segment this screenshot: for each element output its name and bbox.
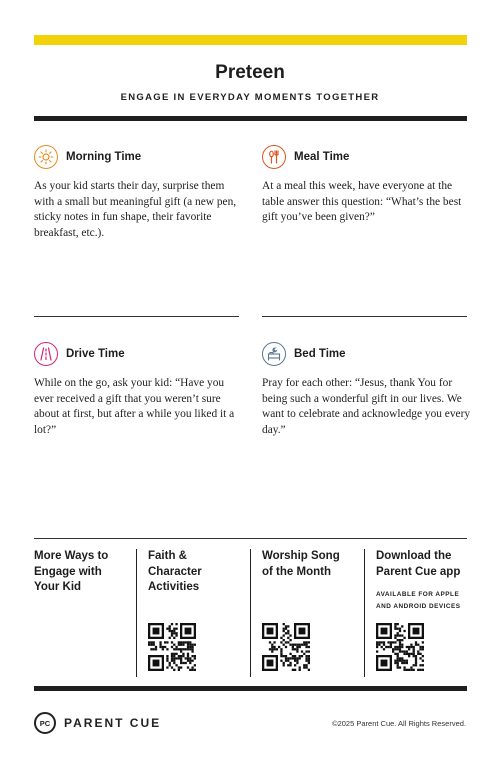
utensils-icon (262, 145, 286, 169)
bed-icon (262, 342, 286, 366)
footer-top-rule (34, 538, 467, 539)
page-subtitle: ENGAGE IN EVERYDAY MOMENTS TOGETHER (120, 92, 380, 103)
qr-code-app-download[interactable] (376, 623, 424, 671)
parent-cue-logo-icon: PC (34, 712, 56, 734)
moment-drive-time (34, 341, 244, 438)
section-divider (262, 316, 467, 317)
qr-code-faith-activities[interactable] (148, 623, 196, 671)
moment-bed-time (262, 341, 472, 438)
faith-character-column: Faith & Character Activities (148, 550, 202, 593)
worship-song-column: Worship Song of the Month (262, 550, 340, 578)
brand-name: PARENT CUE (64, 716, 162, 730)
moment-text: At a meal this week, have everyone at the table answer this question: “What’s the best gift you’ve been given?” (262, 180, 462, 223)
moment-text: Pray for each other: “Jesus, thank You for being such a wonderful gift in our lives. We want to celebrate and acknowledge you every day.” (262, 377, 471, 436)
moment-label: Meal Time (294, 151, 350, 163)
moment-label: Bed Time (294, 348, 346, 360)
moment-label: Drive Time (66, 348, 125, 360)
header-divider (34, 116, 467, 121)
moment-text: While on the go, ask your kid: “Have you ever received a gift that you weren’t sure about at first, but after a while you liked it a lot?” (34, 377, 235, 436)
download-app-column: Download the Parent Cue app AVAILABLE FOR APPLE AND ANDROID DEVICES (376, 550, 461, 610)
section-divider (34, 316, 239, 317)
moment-label: Morning Time (66, 151, 142, 163)
footer-bottom-rule (34, 686, 467, 691)
column-divider (364, 549, 365, 677)
page-title: Preteen (215, 62, 285, 83)
more-ways-heading: More Ways to Engage with Your Kid (34, 550, 109, 593)
sun-icon (34, 145, 58, 169)
qr-code-worship-song[interactable] (262, 623, 310, 671)
moment-meal-time (262, 144, 472, 226)
road-icon (34, 342, 58, 366)
accent-bar (34, 35, 467, 45)
column-divider (250, 549, 251, 677)
copyright-text: ©2025 Parent Cue. All Rights Reserved. (332, 719, 466, 728)
moment-morning-time (34, 144, 244, 241)
moment-text: As your kid starts their day, surprise them with a small but meaningful gift (a new pen, sticky notes in fun shape, their favorite breakfast, etc.). (34, 180, 237, 239)
column-divider (136, 549, 137, 677)
